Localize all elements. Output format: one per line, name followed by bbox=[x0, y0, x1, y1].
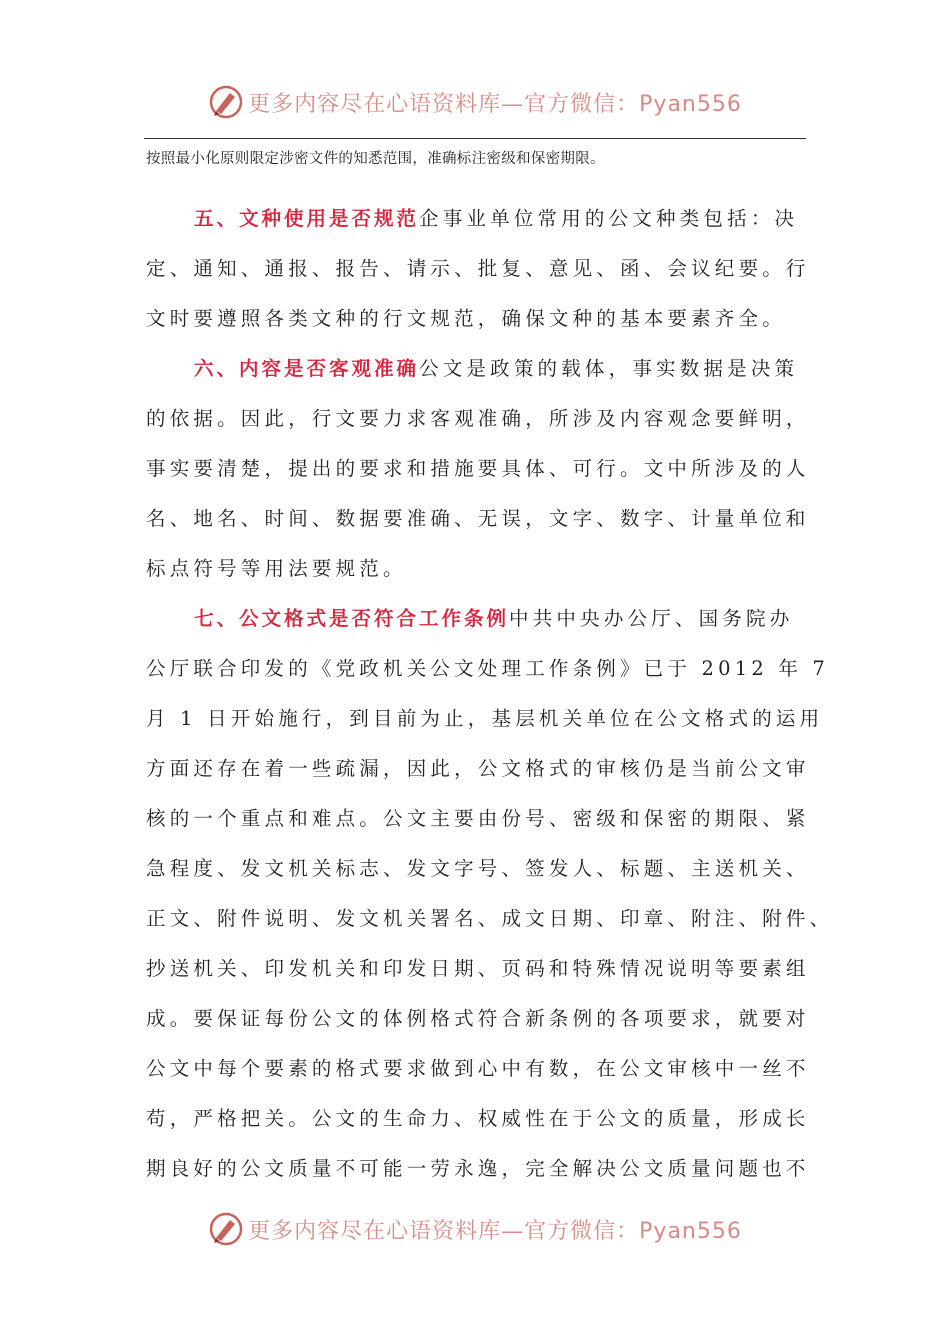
section5-line-3: 文时要遵照各类文种的行文规范，确保文种的基本要素齐全。 bbox=[146, 307, 786, 330]
section7-line-6: 急程度、发文机关标志、发文字号、签发人、标题、主送机关、 bbox=[146, 857, 810, 880]
section5-heading: 五、文种使用是否规范 bbox=[194, 207, 420, 230]
section6-text: 公文是政策的载体，事实数据是决策 bbox=[419, 357, 799, 380]
section5-text: 企事业单位常用的公文种类包括：决 bbox=[419, 207, 799, 230]
banner-text: 更多内容尽在心语资料库—官方微信：Pyan556 bbox=[248, 91, 742, 117]
section7-line-2: 公厅联合印发的《党政机关公文处理工作条例》已于 2012 年 7 bbox=[146, 657, 830, 680]
section7-line-8: 抄送机关、印发机关和印发日期、页码和特殊情况说明等要素组 bbox=[146, 957, 810, 980]
section7-line-5: 核的一个重点和难点。公文主要由份号、密级和保密的期限、紧 bbox=[146, 807, 810, 830]
section7-line-12: 期良好的公文质量不可能一劳永逸，完全解决公文质量问题也不 bbox=[146, 1157, 810, 1180]
section5-line-2: 定、通知、通报、报告、请示、批复、意见、函、会议纪要。行 bbox=[146, 257, 810, 280]
section7-line-9: 成。要保证每份公文的体例格式符合新条例的各项要求，就要对 bbox=[146, 1007, 810, 1030]
section6-line-3: 事实要清楚，提出的要求和措施要具体、可行。文中所涉及的人 bbox=[146, 457, 810, 480]
section7-line-11: 苟，严格把关。公文的生命力、权威性在于公文的质量，形成长 bbox=[146, 1107, 810, 1130]
section6-line-2: 的依据。因此，行文要力求客观准确，所涉及内容观念要鲜明， bbox=[146, 407, 810, 430]
section6-line-5: 标点符号等用法要规范。 bbox=[146, 557, 407, 580]
section7-heading: 七、公文格式是否符合工作条例 bbox=[194, 607, 510, 630]
section6-line-4: 名、地名、时间、数据要准确、无误，文字、数字、计量单位和 bbox=[146, 507, 810, 530]
pen-logo-icon bbox=[208, 84, 244, 120]
banner-text: 更多内容尽在心语资料库—官方微信：Pyan556 bbox=[248, 1218, 742, 1244]
header-rule bbox=[144, 138, 806, 139]
intro-line: 按照最小化原则限定涉密文件的知悉范围，准确标注密级和保密期限。 bbox=[146, 151, 605, 167]
pen-logo-icon bbox=[208, 1211, 244, 1247]
document-body bbox=[146, 146, 834, 1194]
section6-line-1 bbox=[146, 344, 810, 394]
banner-wechat-id: Pyan556 bbox=[639, 91, 742, 117]
footer-banner bbox=[0, 1209, 950, 1249]
header-banner bbox=[0, 82, 950, 122]
section6-heading: 六、内容是否客观准确 bbox=[194, 357, 420, 380]
section7-line-1 bbox=[146, 594, 810, 644]
section7-line-3: 月 1 日开始施行，到目前为止，基层机关单位在公文格式的运用 bbox=[146, 707, 824, 730]
section7-text: 中共中央办公厅、国务院办 bbox=[509, 607, 794, 630]
section5-line-1 bbox=[146, 194, 810, 244]
section7-line-4: 方面还存在着一些疏漏，因此，公文格式的审核仍是当前公文审 bbox=[146, 757, 810, 780]
banner-wechat-id: Pyan556 bbox=[639, 1218, 742, 1244]
section7-line-7: 正文、附件说明、发文机关署名、成文日期、印章、附注、附件、 bbox=[146, 907, 834, 930]
section7-line-10: 公文中每个要素的格式要求做到心中有数，在公文审核中一丝不 bbox=[146, 1057, 810, 1080]
